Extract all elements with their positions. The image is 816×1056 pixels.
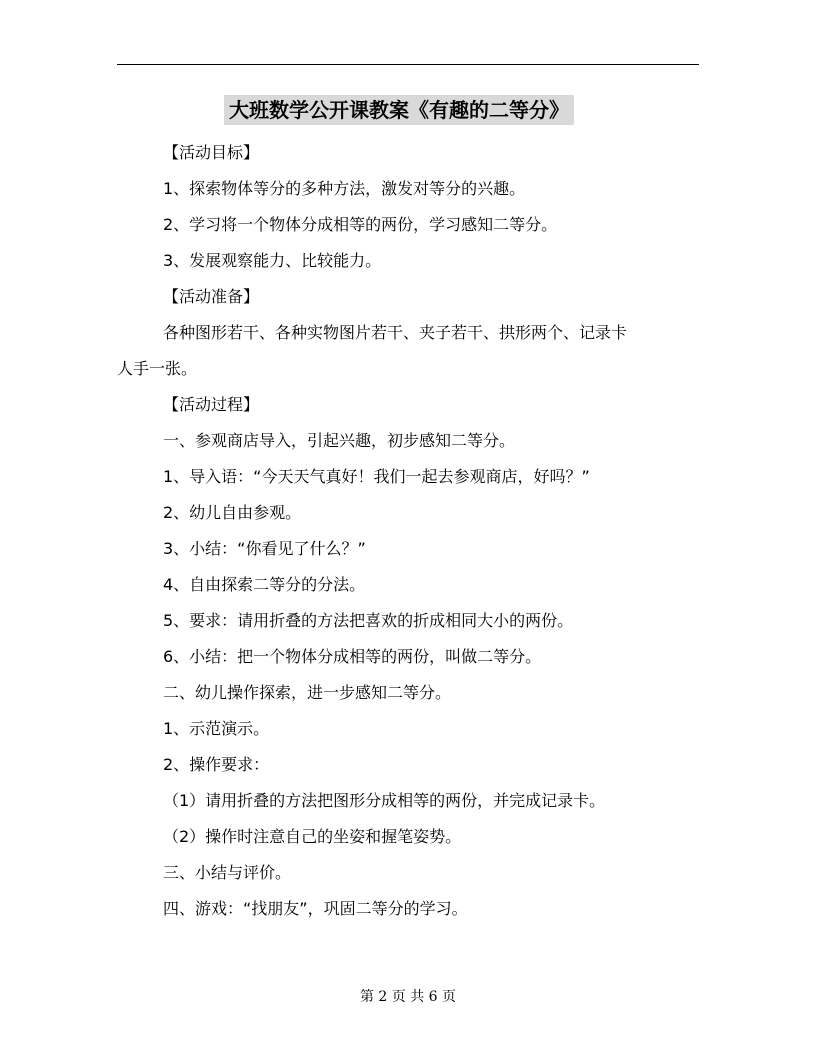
process-step-1-item-5: 5、要求：请用折叠的方法把喜欢的折成相同大小的两份。	[163, 611, 574, 630]
process-step-3-heading: 三、小结与评价。	[163, 863, 292, 882]
header-rule	[117, 64, 699, 65]
process-step-1-heading: 一、参观商店导入，引起兴趣，初步感知二等分。	[163, 431, 516, 450]
section-heading-process: 【活动过程】	[163, 395, 260, 414]
document-title: 大班数学公开课教案《有趣的二等分》	[224, 95, 574, 125]
process-step-2-item-1: 1、示范演示。	[163, 719, 270, 738]
page-number-footer: 第 2 页 共 6 页	[359, 989, 457, 1005]
process-step-1-item-1: 1、导入语：“今天天气真好！我们一起去参观商店，好吗？”	[163, 467, 590, 486]
process-step-1-item-3: 3、小结：“你看见了什么？”	[163, 539, 366, 558]
process-step-1-item-2: 2、幼儿自由参观。	[163, 503, 302, 522]
preparation-paragraph-line-2: 人手一张。	[117, 359, 198, 378]
objective-item-1: 1、探索物体等分的多种方法，激发对等分的兴趣。	[163, 179, 526, 198]
section-heading-preparation: 【活动准备】	[163, 287, 260, 306]
objective-item-2: 2、学习将一个物体分成相等的两份，学习感知二等分。	[163, 215, 558, 234]
preparation-paragraph-line-1: 各种图形若干、各种实物图片若干、夹子若干、拱形两个、记录卡	[163, 323, 628, 342]
process-step-2-subitem-2: （2）操作时注意自己的坐姿和握笔姿势。	[163, 827, 462, 846]
process-step-2-heading: 二、幼儿操作探索，进一步感知二等分。	[163, 683, 452, 702]
process-step-1-item-4: 4、自由探索二等分的分法。	[163, 575, 366, 594]
process-step-1-item-6: 6、小结：把一个物体分成相等的两份，叫做二等分。	[163, 647, 542, 666]
process-step-2-subitem-1: （1）请用折叠的方法把图形分成相等的两份，并完成记录卡。	[163, 791, 606, 810]
process-step-2-item-2: 2、操作要求：	[163, 755, 270, 774]
section-heading-objectives: 【活动目标】	[163, 143, 260, 162]
process-step-4-heading: 四、游戏：“找朋友”，巩固二等分的学习。	[163, 899, 468, 918]
objective-item-3: 3、发展观察能力、比较能力。	[163, 251, 382, 270]
